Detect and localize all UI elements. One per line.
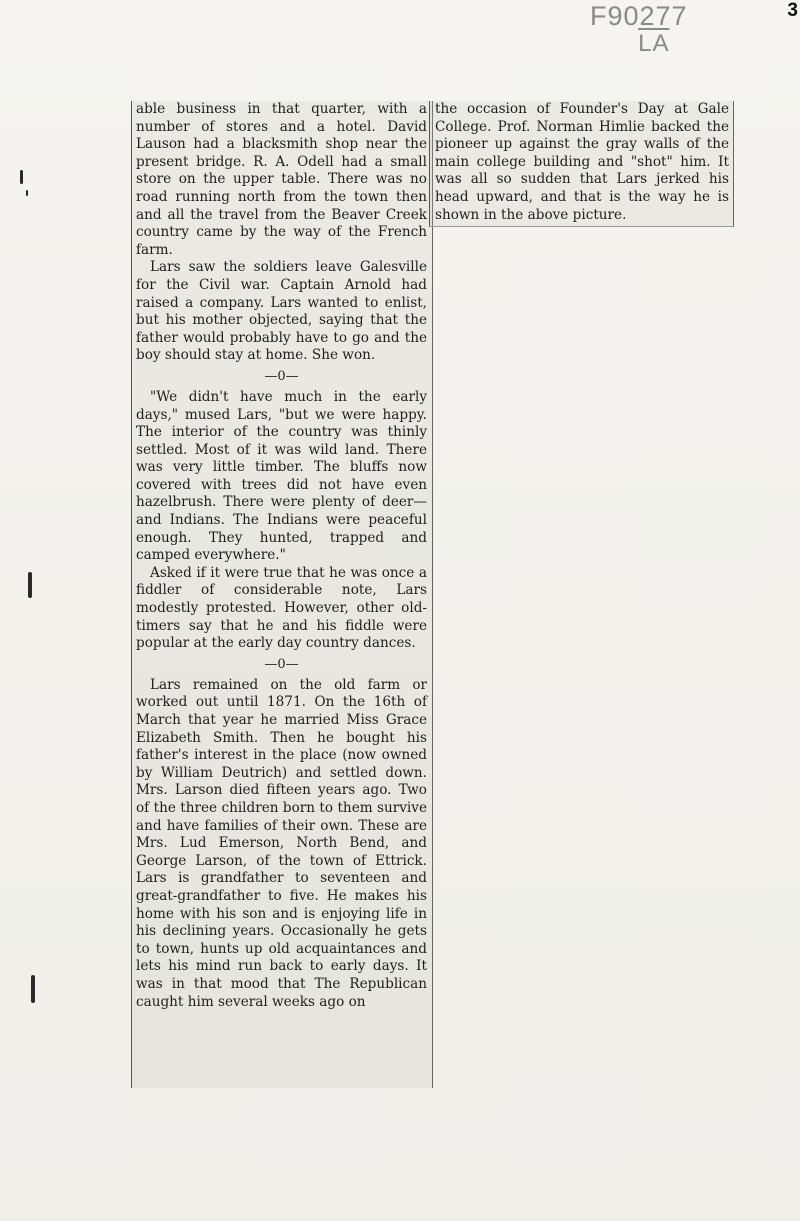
page-number: 3 (787, 0, 798, 21)
catalog-code: $\overline{LA}$ (638, 30, 670, 57)
section-separator: —0— (264, 656, 299, 672)
article-left-column (131, 101, 433, 1088)
article-paragraph: the occasion of Founder's Day at Gale College. Prof. Norman Himlie backed the pioneer up against the gray walls of the main college building and "shot" him. It was all so sudden that Lars jerked his head upward, and that is the way he is shown in the above picture. (435, 101, 729, 223)
article-paragraph: Lars remained on the old farm or worked out until 1871. On the 16th of March that year he married Miss Grace Elizabeth Smith. Then he bought his father's interest in the place (now owned by William Deutrich) and settled down. Mrs. Larson died fifteen years ago. Two of the three children born to them survive and have families of their own. These are Mrs. Lud Emerson, North Bend, and George Larson, of the town of Ettrick. Lars is grandfather to seventeen and great-grandfather to five. He makes his home with his son and is enjoying life in his declining years. Occasionally he gets to town, hunts up old acquaintances and lets his mind run back to early days. It was in that mood that The Republican caught him several weeks ago on (136, 676, 427, 1010)
margin-mark (26, 190, 28, 196)
article-paragraph: "We didn't have much in the early days," mused Lars, "but we were happy. The interior of the country was thinly settled. Most of it was wild land. There was very little timber. The bluffs now covered with trees did not have even hazelbrush. There were plenty of deer—and Indians. The Indians were peaceful enough. They hunted, trapped and camped everywhere." (136, 388, 427, 564)
article-right-column (429, 101, 734, 227)
margin-mark (31, 975, 35, 1003)
margin-mark (20, 170, 23, 184)
article-paragraph: Lars saw the soldiers leave Galesville for the Civil war. Captain Arnold had raised a company. Lars wanted to enlist, but his mother objected, saying that the father would probably have to go and the boy should stay at home. She won. (136, 259, 427, 364)
catalog-annotation (590, 2, 688, 58)
margin-mark (28, 572, 32, 598)
article-paragraph: Asked if it were true that he was once a fiddler of considerable note, Lars modestly protested. However, other old-timers say that he and his fiddle were popular at the early day country dances. (136, 564, 427, 652)
article-paragraph: able business in that quarter, with a number of stores and a hotel. David Lauson had a blacksmith shop near the present bridge. R. A. Odell had a small store on the upper table. There was no road running north from the town then and all the travel from the Beaver Creek country came by the way of the French farm. (136, 101, 427, 258)
catalog-number: F90277 (590, 1, 688, 31)
section-separator: —0— (264, 368, 299, 384)
